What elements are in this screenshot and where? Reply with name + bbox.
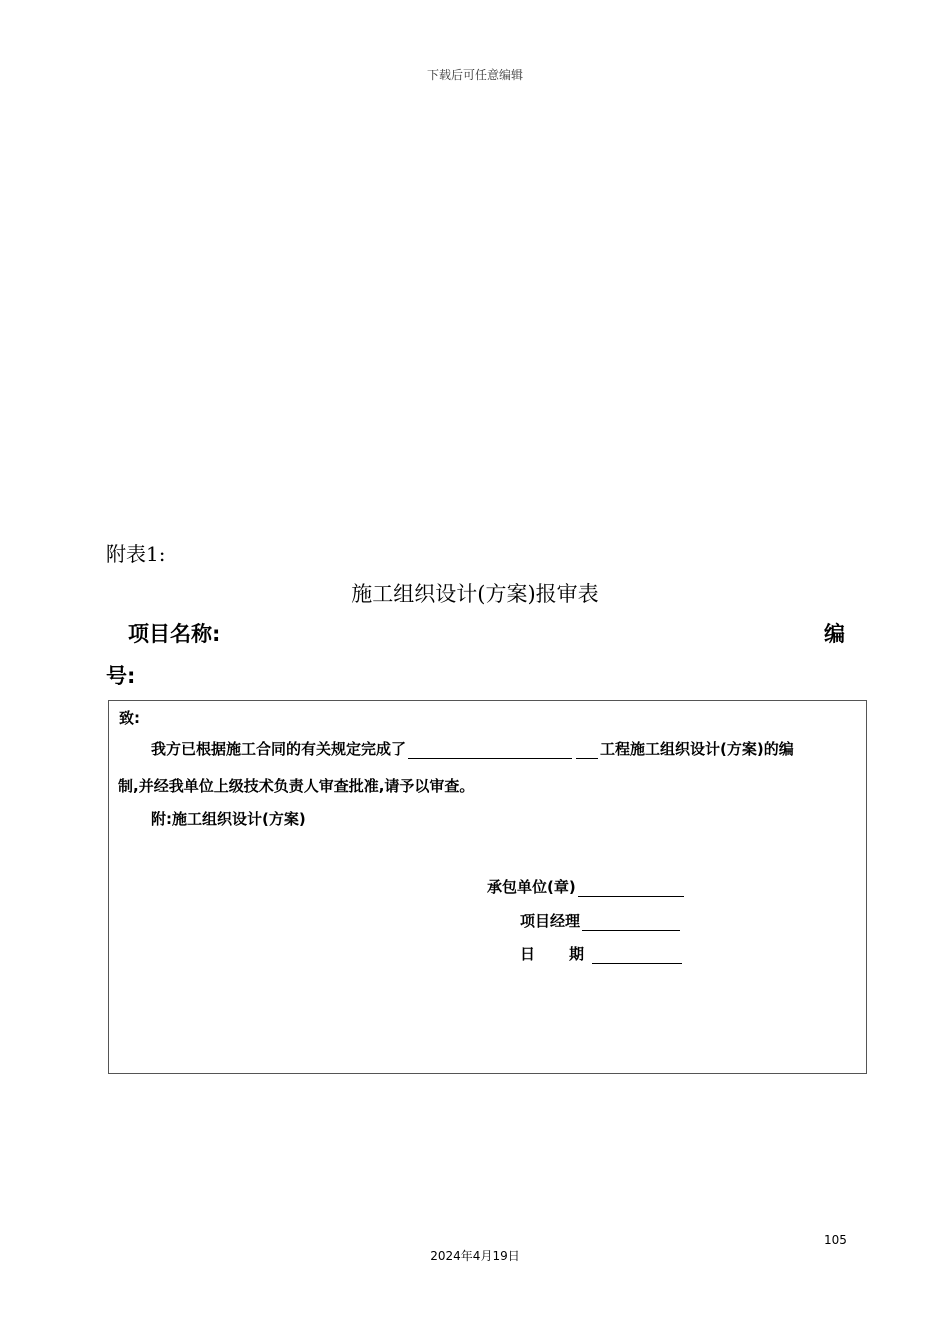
date-label-second: 期 bbox=[569, 945, 585, 963]
statement-line-2: 制,并经我单位上级技术负责人审查批准,请予以审查。 bbox=[118, 777, 475, 795]
page-header: 下载后可任意编辑 bbox=[426, 68, 523, 82]
manager-label: 项目经理 bbox=[520, 912, 581, 930]
appendix-label: 附表1: bbox=[106, 542, 166, 566]
contractor-signature-row bbox=[487, 876, 686, 897]
page-number: 105 bbox=[824, 1233, 847, 1247]
statement-line-1 bbox=[151, 738, 794, 759]
number-label-part2: 号: bbox=[106, 664, 136, 688]
to-label: 致: bbox=[119, 709, 140, 727]
contractor-label: 承包单位(章) bbox=[487, 878, 576, 896]
project-blank-2[interactable] bbox=[576, 743, 598, 759]
contractor-blank[interactable] bbox=[578, 881, 684, 897]
attachment-line: 附:施工组织设计(方案) bbox=[151, 810, 306, 828]
submission-form-box bbox=[108, 700, 867, 1074]
project-name-label: 项目名称: bbox=[128, 622, 221, 646]
date-label-first: 日 bbox=[520, 945, 536, 963]
number-label-part1: 编 bbox=[824, 622, 845, 646]
footer-date: 2024年4月19日 bbox=[430, 1249, 520, 1263]
manager-blank[interactable] bbox=[582, 915, 680, 931]
date-row bbox=[520, 943, 684, 964]
manager-signature-row bbox=[520, 910, 682, 931]
statement-suffix: 工程施工组织设计(方案)的编 bbox=[600, 740, 794, 758]
statement-prefix: 我方已根据施工合同的有关规定完成了 bbox=[151, 740, 407, 758]
form-title: 施工组织设计(方案)报审表 bbox=[351, 582, 599, 606]
date-blank[interactable] bbox=[592, 948, 682, 964]
project-blank-1[interactable] bbox=[408, 743, 572, 759]
